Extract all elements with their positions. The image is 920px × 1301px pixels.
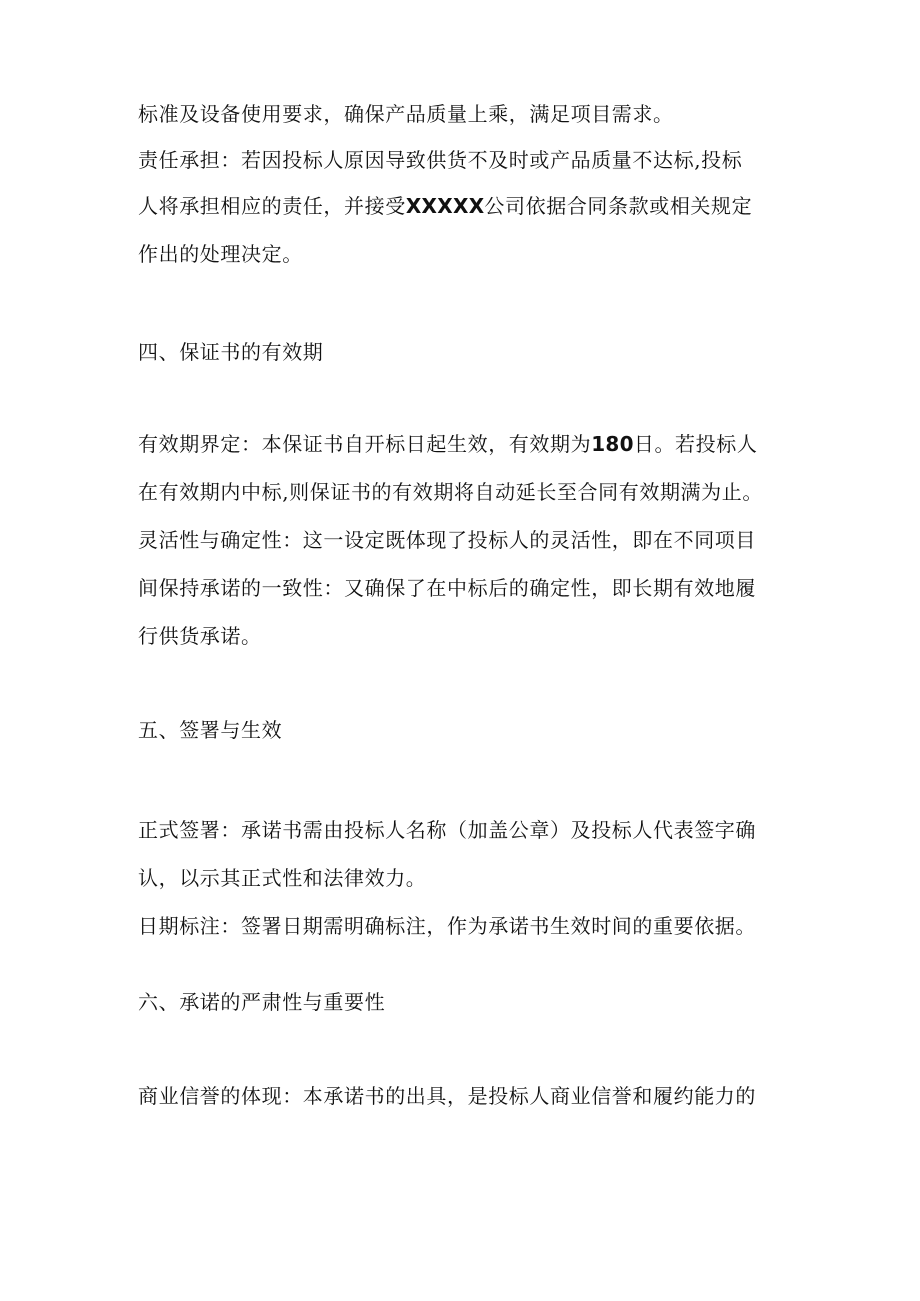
paragraph-line: 日期标注：签署日期需明确标注，作为承诺书生效时间的重要依据。	[138, 914, 756, 938]
section-heading-4: 四、保证书的有效期	[138, 340, 324, 364]
paragraph-line: 间保持承诺的一致性：又确保了在中标后的确定性，即长期有效地履	[138, 576, 756, 600]
company-placeholder: XXXXX	[405, 194, 485, 218]
text-segment: 日。若投标人	[633, 432, 758, 456]
validity-days: 180	[591, 432, 634, 456]
paragraph-line: 行供货承诺。	[138, 624, 262, 648]
text-segment: 有效期界定：本保证书自开标日起生效，有效期为	[138, 432, 592, 456]
paragraph-line: 认，以示其正式性和法律效力。	[138, 866, 427, 890]
paragraph-line: 标准及设备使用要求，确保产品质量上乘，满足项目需求。	[138, 102, 674, 126]
section-heading-6: 六、承诺的严肃性与重要性	[138, 990, 386, 1014]
text-segment: 公司依据合同条款或相关规定	[484, 194, 753, 218]
section-heading-5: 五、签署与生效	[138, 718, 283, 742]
paragraph-line: 正式签署：承诺书需由投标人名称（加盖公章）及投标人代表签字确	[138, 818, 756, 842]
paragraph-line	[138, 430, 798, 458]
paragraph-line	[138, 192, 798, 220]
paragraph-line: 作出的处理决定。	[138, 242, 303, 266]
text-segment: 人将承担相应的责任，并接受	[138, 194, 406, 218]
paragraph-line: 责任承担：若因投标人原因导致供货不及时或产品质量不达标,投标	[138, 148, 743, 172]
paragraph-line: 商业信誉的体现：本承诺书的出具，是投标人商业信誉和履约能力的	[138, 1084, 756, 1108]
paragraph-line: 在有效期内中标,则保证书的有效期将自动延长至合同有效期满为止。	[138, 480, 763, 504]
paragraph-line: 灵活性与确定性：这一设定既体现了投标人的灵活性，即在不同项目	[138, 528, 756, 552]
